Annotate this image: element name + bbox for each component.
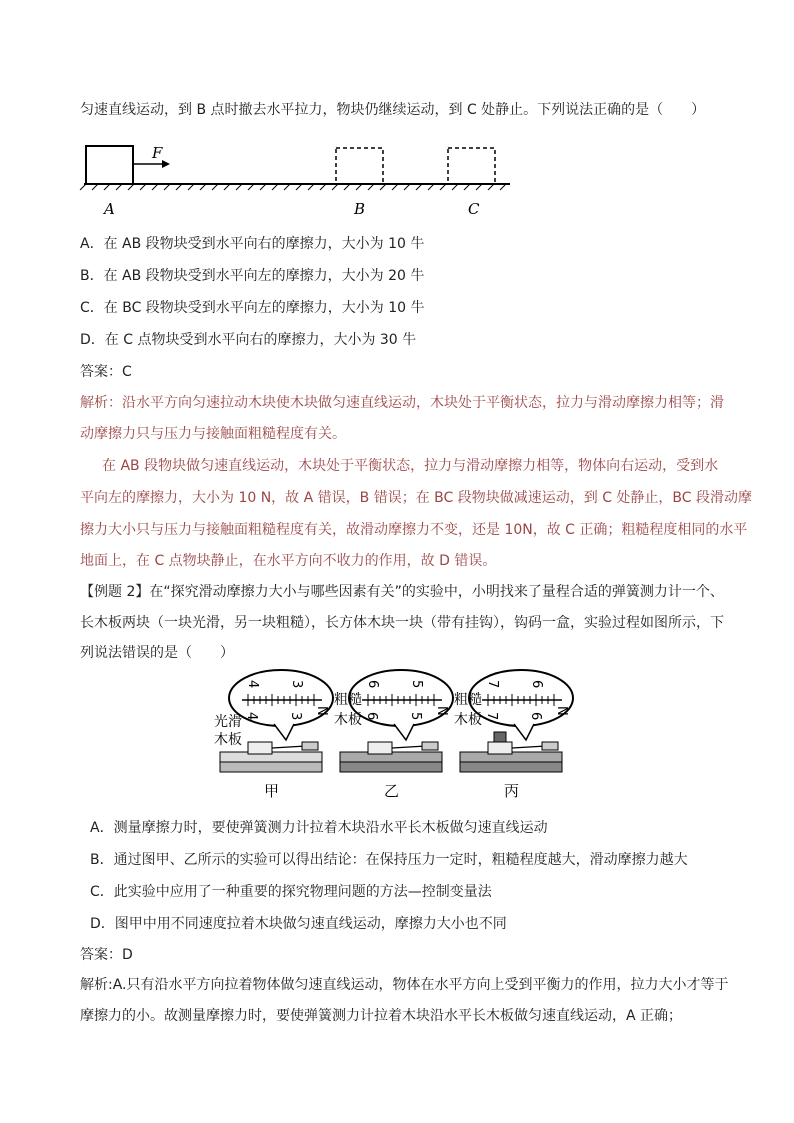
panel-caption: 乙 (384, 782, 400, 800)
q1-option-b: B．在 AB 段物块受到水平向左的摩擦力，大小为 20 牛 (80, 268, 425, 284)
q1-analysis-line-5: 擦力大小只与压力与接触面粗糙程度有关，故滑动摩擦力不变，还是 10N，故 C 正确；粗糙程度相同的水平 (80, 522, 748, 538)
q2-figure (214, 668, 586, 802)
board-label-1: 粗糙 (454, 692, 482, 708)
q1-option-d: D．在 C 点物块受到水平向右的摩擦力，大小为 30 牛 (80, 332, 417, 348)
unit-label: N (434, 706, 449, 716)
q2-stem-line-1: 【例题 2】在“探究滑动摩擦力大小与哪些因素有关”的实验中，小明找来了量程合适的弹簧测力计一个、 (80, 584, 724, 600)
block-a (86, 146, 133, 184)
unit-label: N (554, 706, 569, 716)
panel-caption: 甲 (264, 782, 280, 800)
wood-block (248, 742, 272, 754)
scale-major-right: 6 (529, 680, 544, 689)
wood-block (488, 742, 512, 754)
q2-answer: 答案：D (80, 947, 133, 963)
q2-option-c: C．此实验中应用了一种重要的探究物理问题的方法—控制变量法 (90, 884, 492, 900)
board-front (460, 762, 562, 772)
force-arrow-head (162, 160, 170, 168)
q2-stem-line-2: 长木板两块（一块光滑，另一块粗糙），长方体木块一块（带有挂钩），钩码一盒，实验过程如图所示，下 (80, 615, 724, 631)
board-label-1: 光滑 (214, 714, 242, 730)
panel-jia (214, 670, 333, 800)
q2-option-d: D．图甲中用不同速度拉着木块做匀速直线运动，摩擦力大小也不同 (90, 916, 507, 932)
board-label-2: 木板 (214, 732, 242, 748)
q1-analysis-line-6: 地面上，在 C 点物块静止，在水平方向不收力的作用，故 D 错误。 (80, 553, 497, 569)
scale-minor-right: 6 (528, 712, 543, 721)
scale-major-right: 5 (409, 680, 424, 689)
scale-minor-left: 6 (364, 712, 379, 721)
panel-yi (334, 670, 453, 800)
board-front (220, 762, 322, 772)
point-c-label: C (468, 200, 480, 218)
scale-major-right: 3 (289, 680, 304, 689)
q1-analysis-line-1: 解析：沿水平方向匀速拉动木块使木块做匀速直线运动，木块处于平衡状态，拉力与滑动摩擦力相等；滑 (80, 395, 724, 411)
scale-major-left: 6 (365, 680, 380, 689)
force-label: F (152, 144, 163, 162)
scale-minor-right: 5 (408, 712, 423, 721)
q2-stem-line-3: 列说法错误的是（ ） (80, 645, 234, 661)
scale-minor-right: 3 (288, 712, 303, 721)
spring-scale (542, 742, 558, 750)
q1-analysis-line-3: 在 AB 段物块做匀速直线运动，木块处于平衡状态，拉力与滑动摩擦力相等，物体向右运动，受到水 (102, 458, 719, 474)
scale-minor-left: 7 (484, 712, 499, 721)
q2-option-b: B．通过图甲、乙所示的实验可以得出结论：在保持压力一定时，粗糙程度越大，滑动摩擦力越大 (90, 852, 688, 868)
q1-option-c: C．在 BC 段物块受到水平向左的摩擦力，大小为 10 牛 (80, 300, 425, 316)
q2-option-a: A．测量摩擦力时，要使弹簧测力计拉着木块沿水平长木板做匀速直线运动 (90, 820, 548, 836)
weight (494, 732, 506, 742)
panel-caption: 丙 (504, 782, 520, 800)
scale-major-left: 7 (485, 680, 500, 689)
scale-minor-left: 4 (244, 712, 259, 721)
spring-scale (302, 742, 318, 750)
point-b-label: B (354, 200, 366, 218)
block-c-dashed (448, 148, 495, 184)
board-front (340, 762, 442, 772)
point-a-label: A (104, 200, 115, 218)
wood-block (368, 742, 392, 754)
q2-analysis-line-1: 解析:A.只有沿水平方向拉着物体做匀速直线运动，物体在水平方向上受到平衡力的作用，拉力大小才等于 (80, 977, 729, 993)
board-label-2: 木板 (334, 712, 362, 728)
board-label-1: 粗糙 (334, 692, 362, 708)
panel-bing (454, 670, 573, 800)
q1-stem-tail: 匀速直线运动，到 B 点时撤去水平拉力，物块仍继续运动，到 C 处静止。下列说法正确的是（ ） (80, 102, 706, 118)
q1-analysis-line-2: 动摩擦力只与压力与接触面粗糙程度有关。 (80, 426, 346, 442)
spring-scale (422, 742, 438, 750)
q1-option-a: A．在 AB 段物块受到水平向右的摩擦力，大小为 10 牛 (80, 236, 425, 252)
block-b-dashed (336, 148, 383, 184)
q2-analysis-line-2: 摩擦力的小。故测量摩擦力时，要使弹簧测力计拉着木块沿水平长木板做匀速直线运动，A 正确； (80, 1008, 683, 1024)
board-label-2: 木板 (454, 712, 482, 728)
unit-label: N (314, 706, 329, 716)
q1-answer: 答案：C (80, 364, 132, 380)
scale-major-left: 4 (245, 680, 260, 689)
q1-analysis-line-4: 平向左的摩擦力，大小为 10 N，故 A 错误，B 错误；在 BC 段物块做减速运动，到 C 处静止，BC 段滑动摩 (80, 490, 753, 506)
q1-figure (78, 140, 518, 222)
